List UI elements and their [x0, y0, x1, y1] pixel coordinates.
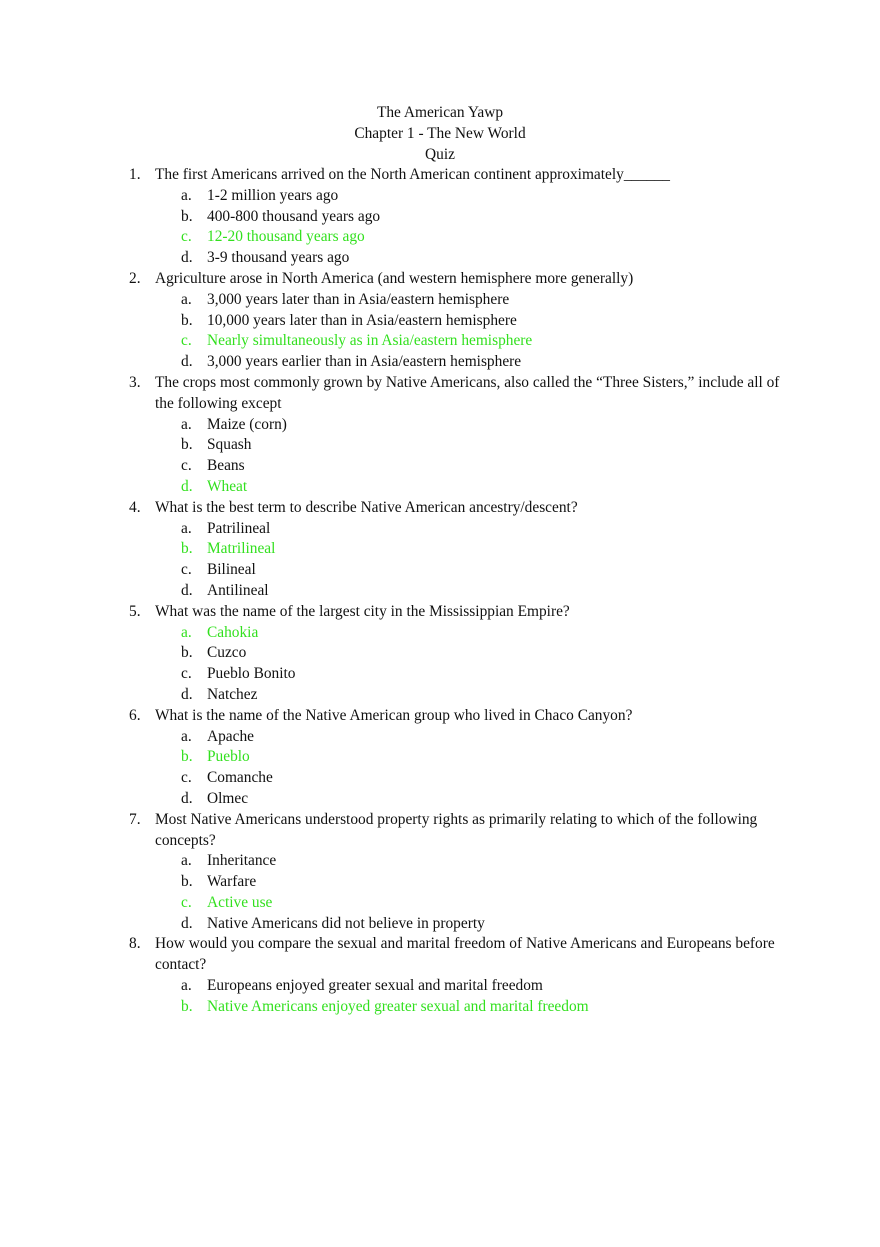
option-letter: c. — [181, 457, 192, 475]
document-header — [0, 102, 880, 165]
option-letter: c. — [181, 665, 192, 683]
question-line — [0, 498, 880, 519]
option-letter: d. — [181, 581, 193, 599]
option-letter: a. — [181, 727, 192, 745]
question-6 — [0, 706, 880, 810]
option-text: Antilineal — [207, 581, 269, 599]
option-letter: b. — [181, 997, 193, 1015]
option-letter: b. — [181, 873, 193, 891]
question-line — [0, 165, 880, 186]
option-letter: c. — [181, 561, 192, 579]
question-line — [0, 269, 880, 290]
question-3 — [0, 373, 880, 498]
answer-option — [0, 643, 880, 664]
chapter-title: Chapter 1 - The New World — [354, 125, 526, 142]
answer-option — [0, 872, 880, 893]
answer-option-correct — [0, 331, 880, 352]
option-letter: d. — [181, 353, 193, 371]
question-text: The first Americans arrived on the North American continent approximately______ — [155, 166, 671, 183]
option-letter: b. — [181, 311, 193, 329]
question-line — [0, 602, 880, 623]
answer-option — [0, 768, 880, 789]
option-letter: c. — [181, 228, 192, 246]
option-letter: a. — [181, 415, 192, 433]
option-letter: c. — [181, 769, 192, 787]
option-text: Europeans enjoyed greater sexual and marital freedom — [207, 977, 543, 995]
option-letter: d. — [181, 789, 193, 807]
answer-option — [0, 415, 880, 436]
question-text: What is the best term to describe Native American ancestry/descent? — [155, 498, 578, 516]
answer-option-correct — [0, 477, 880, 498]
question-2 — [0, 269, 880, 373]
option-text: Active use — [207, 893, 273, 911]
question-number: 5. — [129, 602, 141, 620]
option-letter: d. — [181, 914, 193, 932]
quiz-questions — [0, 165, 880, 1018]
option-text: Wheat — [207, 477, 248, 495]
answer-option — [0, 456, 880, 477]
answer-option-correct — [0, 539, 880, 560]
option-text: Patrilineal — [207, 519, 271, 537]
option-text: Bilineal — [207, 561, 256, 579]
question-8 — [0, 934, 880, 1017]
option-letter: c. — [181, 332, 192, 350]
answer-option — [0, 664, 880, 685]
book-title: The American Yawp — [376, 104, 504, 121]
question-number: 3. — [129, 373, 141, 391]
answer-option-correct — [0, 227, 880, 248]
question-5 — [0, 602, 880, 706]
question-number: 8. — [129, 935, 141, 953]
option-letter: b. — [181, 540, 193, 558]
answer-option — [0, 435, 880, 456]
answer-option — [0, 290, 880, 311]
question-line — [0, 373, 880, 415]
answer-option — [0, 789, 880, 810]
answer-option — [0, 352, 880, 373]
option-text: 400-800 thousand years ago — [207, 207, 381, 225]
question-number: 4. — [129, 498, 141, 516]
option-text: Comanche — [207, 769, 273, 787]
question-text: The crops most commonly grown by Native Americans, also called the “Three Sisters,” include all of the following except — [155, 373, 780, 412]
question-text: What was the name of the largest city in the Mississippian Empire? — [155, 602, 570, 620]
answer-option-correct — [0, 893, 880, 914]
option-letter: d. — [181, 685, 193, 703]
answer-option — [0, 311, 880, 332]
option-letter: b. — [181, 748, 193, 766]
option-letter: b. — [181, 644, 193, 662]
question-text: How would you compare the sexual and marital freedom of Native Americans and Europeans before contact? — [155, 935, 775, 974]
answer-option — [0, 560, 880, 581]
answer-option — [0, 207, 880, 228]
option-letter: d. — [181, 249, 193, 267]
question-number: 1. — [129, 166, 141, 183]
question-number: 2. — [129, 269, 141, 287]
answer-option — [0, 186, 880, 207]
option-letter: b. — [181, 207, 193, 225]
option-text: Pueblo — [207, 748, 250, 766]
option-text: Cuzco — [207, 644, 247, 662]
option-letter: d. — [181, 477, 193, 495]
answer-option — [0, 248, 880, 269]
option-text: Olmec — [207, 789, 249, 807]
question-number: 7. — [129, 810, 141, 828]
question-number: 6. — [129, 706, 141, 724]
option-text: Native Americans did not believe in property — [207, 914, 485, 932]
option-text: 3,000 years earlier than in Asia/eastern hemisphere — [207, 353, 522, 371]
answer-option — [0, 976, 880, 997]
option-letter: a. — [181, 623, 192, 641]
option-letter: a. — [181, 290, 192, 308]
answer-option-correct — [0, 747, 880, 768]
answer-option-correct — [0, 623, 880, 644]
option-text: 12-20 thousand years ago — [207, 228, 365, 246]
question-4 — [0, 498, 880, 602]
option-text: Natchez — [207, 685, 258, 703]
option-text: 1-2 million years ago — [207, 186, 339, 204]
option-text: Matrilineal — [207, 540, 276, 558]
question-line — [0, 934, 880, 976]
answer-option — [0, 727, 880, 748]
option-text: Warfare — [207, 873, 257, 891]
option-text: Cahokia — [207, 623, 259, 641]
option-letter: a. — [181, 977, 192, 995]
question-text: Most Native Americans understood property rights as primarily relating to which of the following concepts? — [155, 810, 758, 849]
question-1 — [0, 165, 880, 269]
answer-option — [0, 581, 880, 602]
option-text: Maize (corn) — [207, 415, 287, 433]
option-text: Beans — [207, 457, 245, 475]
question-line — [0, 810, 880, 852]
option-text: Squash — [207, 436, 252, 454]
question-text: What is the name of the Native American group who lived in Chaco Canyon? — [155, 706, 633, 724]
question-line — [0, 706, 880, 727]
option-letter: b. — [181, 436, 193, 454]
option-letter: c. — [181, 893, 192, 911]
question-text: Agriculture arose in North America (and western hemisphere more generally) — [155, 269, 634, 287]
option-text: Native Americans enjoyed greater sexual and marital freedom — [207, 997, 589, 1015]
answer-option-correct — [0, 997, 880, 1018]
option-text: 3-9 thousand years ago — [207, 249, 350, 267]
option-letter: a. — [181, 852, 192, 870]
answer-option — [0, 914, 880, 935]
option-letter: a. — [181, 186, 192, 204]
question-7 — [0, 810, 880, 935]
quiz-title: Quiz — [425, 146, 455, 163]
option-text: Pueblo Bonito — [207, 665, 296, 683]
option-text: 3,000 years later than in Asia/eastern hemisphere — [207, 290, 510, 308]
option-text: Inheritance — [207, 852, 277, 870]
answer-option — [0, 685, 880, 706]
option-text: 10,000 years later than in Asia/eastern hemisphere — [207, 311, 517, 329]
option-text: Apache — [207, 727, 254, 745]
answer-option — [0, 519, 880, 540]
option-letter: a. — [181, 519, 192, 537]
answer-option — [0, 851, 880, 872]
option-text: Nearly simultaneously as in Asia/eastern hemisphere — [207, 332, 533, 350]
